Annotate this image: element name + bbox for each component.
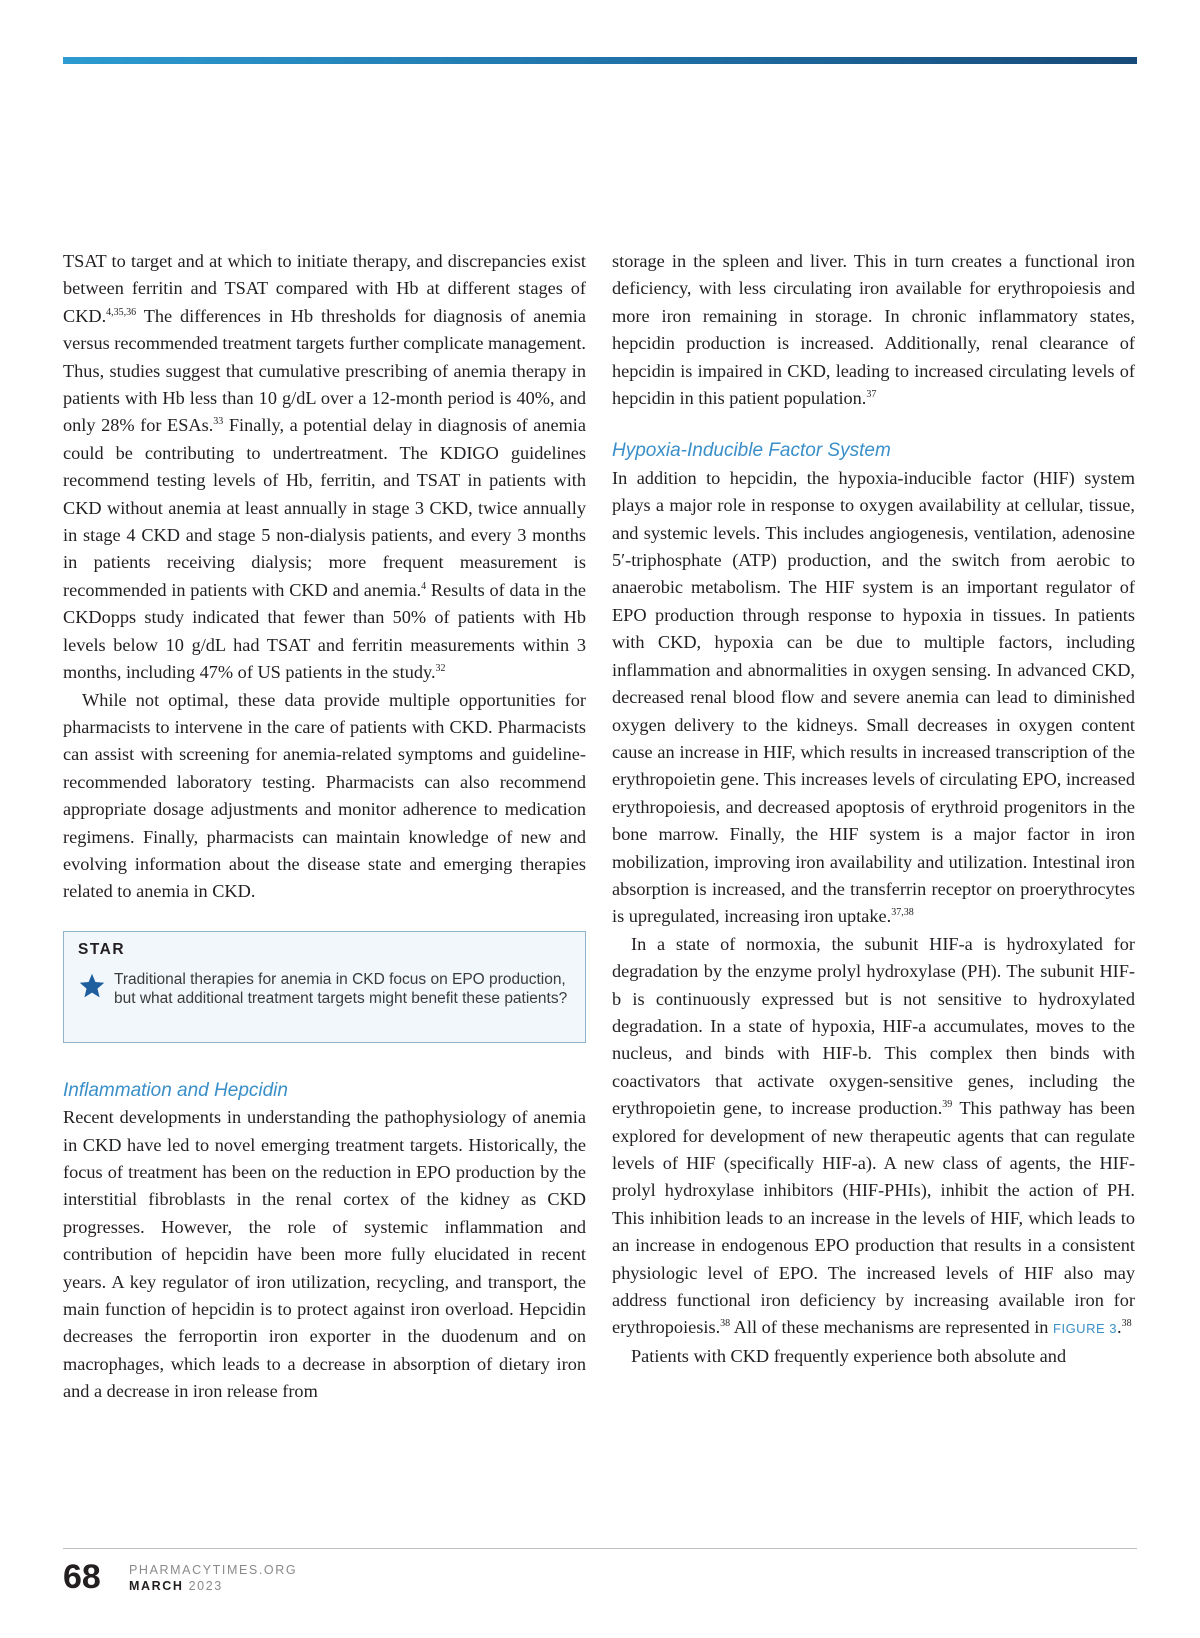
figure-reference-link[interactable]: FIGURE 3 <box>1053 1321 1117 1337</box>
footer-date <box>129 1578 223 1594</box>
footer-rule <box>63 1548 1137 1549</box>
citation: 33 <box>213 416 224 428</box>
star-callout-box <box>63 931 586 1043</box>
citation: 32 <box>435 663 446 675</box>
body-paragraph: Recent developments in understanding the pathophysiology of anemia in CKD have led to novel emerging treatment targets. Historically, the focus of treatment has been on the reduction in EPO production by the interstitial fibroblasts in the renal cortex of the kidney as CKD progresses. However, the role of systemic inflammation and contribution of hepcidin have been more fully elucidated in recent years. A key regulator of iron utilization, recycling, and transport, the main function of hepcidin is to protect against iron overload. Hepcidin decreases the ferroportin iron exporter in the duodenum and on macrophages, which leads to a decrease in absorption of dietary iron and a decrease in iron release from <box>63 1107 586 1402</box>
citation: 37 <box>866 389 877 401</box>
body-paragraph: In addition to hepcidin, the hypoxia-inducible factor (HIF) system plays a major role in response to oxygen availability at cellular, tissue, and systemic levels. This includes angiogenesis, ventilation, adenosine 5′-triphosphate (ATP) production, and the switch from aerobic to anaerobic metabolism. The HIF system is an important regulator of EPO production through response to hypoxia in tissues. In patients with CKD, hypoxia can be due to multiple factors, including inflammation and abnormalities in oxygen sensing. In advanced CKD, decreased renal blood flow and severe anemia can lead to diminished oxygen delivery to the kidneys. Small decreases in oxygen content cause an increase in HIF, which results in increased transcription of the erythropoietin gene. This increases levels of circulating EPO, increased erythropoiesis, and decreased apoptosis of erythroid progenitors in the bone marrow. Finally, the HIF system is a major factor in iron mobilization, improving iron availability and utilization. Intestinal iron absorption is increased, and the transferrin receptor on proerythrocytes is upregulated, increasing iron uptake.$^{37,38}$ <box>612 467 1135 927</box>
section-heading: Hypoxia-Inducible Factor System <box>612 440 891 462</box>
star-box-text: Traditional therapies for anemia in CKD focus on EPO production, but what additional treatment targets might benefit these patients? <box>114 970 568 1008</box>
citation: 39 <box>942 1099 953 1111</box>
header-rule <box>63 57 1137 64</box>
star-icon <box>78 972 106 1000</box>
body-paragraph: storage in the spleen and liver. This in turn creates a functional iron deficiency, with less circulating iron available for erythropoiesis and more iron remaining in storage. In chronic inflammatory states, hepcidin production is increased. Additionally, renal clearance of hepcidin is impaired in CKD, leading to increased circulating levels of hepcidin in this patient population.$^{37}$ <box>612 251 1135 409</box>
section-heading: Inflammation and Hepcidin <box>63 1079 288 1101</box>
footer-year: 2023 <box>188 1579 223 1593</box>
footer-site: PHARMACYTIMES.ORG <box>129 1563 298 1577</box>
citation: 4 <box>421 580 427 592</box>
star-box-title: STAR <box>78 940 126 958</box>
left-column <box>63 248 586 1406</box>
citation: 38 <box>720 1318 731 1330</box>
body-paragraph: TSAT to target and at which to initiate therapy, and discrepancies exist between ferritin and TSAT compared with Hb at different stages of CKD.$^{4,35,36}$ The differences in Hb thresholds for diagnosis of anemia versus recommended treatment targets further complicate management. Thus, studies suggest that cumulative prescribing of anemia therapy in patients with Hb less than 10 g/dL over a 12-month period is 40%, and only 28% for ESAs.$^{33}$ Finally, a potential delay in diagnosis of anemia could be contributing to undertreatment. The KDIGO guidelines recommend testing levels of Hb, ferritin, and TSAT in patients with CKD without anemia at least annually in stage 3 CKD, twice annually in stage 4 CKD and stage 5 non-dialysis patients, and every 3 months in patients receiving dialysis; more frequent measurement is recommended in patients with CKD and anemia.$^4$ Results of data in the CKDopps study indicated that fewer than 50% of patients with Hb levels below 10 g/dL had TSAT and ferritin measurements within 3 months, including 47% of US patients in the study.$^{32}$ <box>63 251 587 683</box>
right-column <box>612 248 1135 1370</box>
page-number: 68 <box>63 1558 101 1596</box>
citation: 37,38 <box>891 907 914 919</box>
body-paragraph: While not optimal, these data provide multiple opportunities for pharmacists to intervene in the care of patients with CKD. Pharmacists can assist with screening for anemia-related symptoms and guideline-recommended laboratory testing. Pharmacists can also recommend appropriate dosage adjustments and monitor adherence to medication regimens. Finally, pharmacists can maintain knowledge of new and evolving information about the disease state and emerging therapies related to anemia in CKD. <box>63 689 586 902</box>
body-paragraph: Patients with CKD frequently experience both absolute and <box>631 1345 1067 1366</box>
citation: 4,35,36 <box>106 306 137 318</box>
body-paragraph: In a state of normoxia, the subunit HIF-a is hydroxylated for degradation by the enzyme prolyl hydroxylase (PH). The subunit HIF-b is continuously expressed but is not sensitive to hydroxylated degradation. In a state of hypoxia, HIF-a accumulates, moves to the nucleus, and binds with HIF-b. This complex then binds with coactivators that activate oxygen-sensitive genes, including the erythropoietin gene, to increase production.$^{39}$ This pathway has been explored for development of new therapeutic agents that can regulate levels of HIF (specifically HIF-a). A new class of agents, the HIF-prolyl hydroxylase inhibitors (HIF-PHIs), inhibit the action of PH. This inhibition leads to an increase in the levels of HIF, which leads to an increase in endogenous EPO production that results in a consistent physiologic level of EPO. The increased levels of HIF also may address functional iron deficiency by increasing available iron for erythropoiesis.$^{38}$ All of these mechanisms are represented in FIGURE 3.38 <box>612 933 1135 1338</box>
footer-month: MARCH <box>129 1579 184 1593</box>
citation: 38 <box>1121 1318 1132 1330</box>
